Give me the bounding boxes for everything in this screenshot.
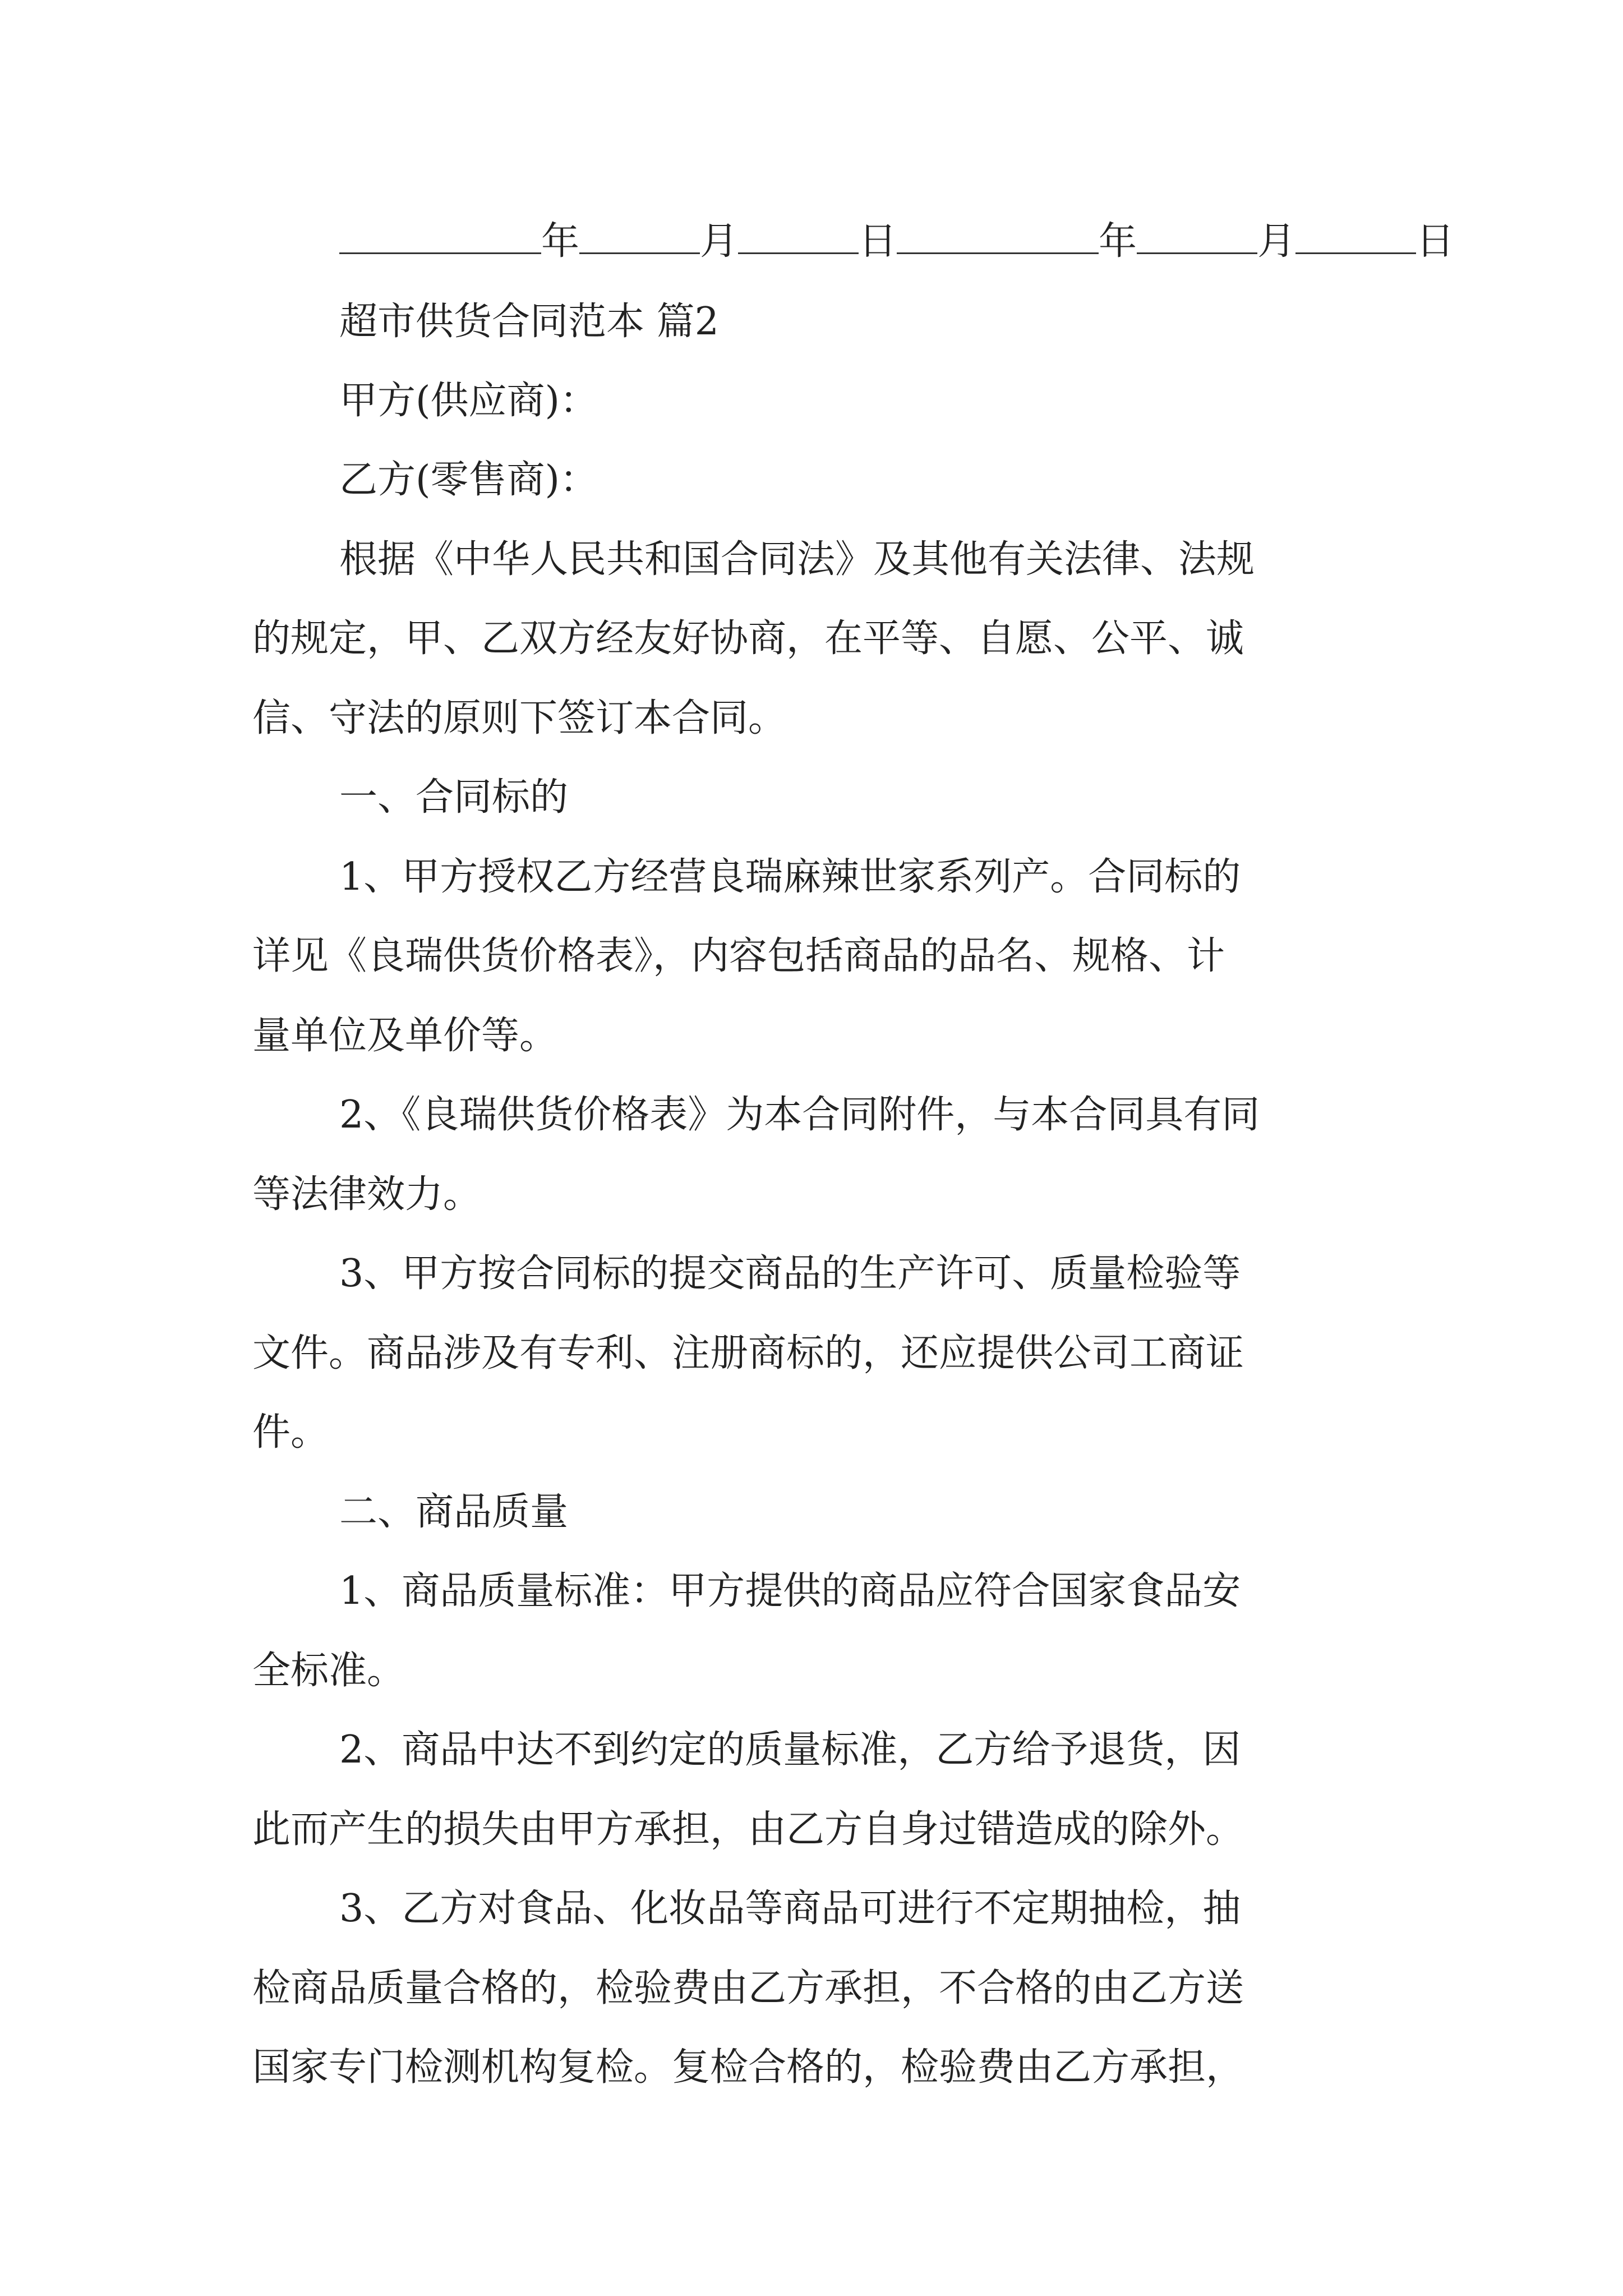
- paragraph-line: 详见《良瑞供货价格表》，内容包括商品的品名、规格、计: [252, 934, 1225, 978]
- paragraph-line: 根据《中华人民共和国合同法》及其他有关法律、法规: [339, 537, 1255, 582]
- paragraph-line: 3、甲方按合同标的提交商品的生产许可、质量检验等: [339, 1251, 1241, 1296]
- paragraph-line: 等法律效力。: [252, 1172, 482, 1217]
- day-blank[interactable]: [1295, 218, 1416, 254]
- month-label: 月: [700, 219, 739, 264]
- year-label: 年: [541, 219, 580, 264]
- paragraph-line: 国家专门检测机构复检。复检合格的，检验费由乙方承担，: [252, 2045, 1244, 2090]
- paragraph-line: 3、乙方对食品、化妆品等商品可进行不定期抽检，抽: [339, 1887, 1241, 1931]
- month-label: 月: [1257, 219, 1296, 264]
- party-a-label: 甲方(供应商)：: [339, 379, 598, 423]
- year-blank[interactable]: [897, 218, 1099, 254]
- clause-heading: 二、商品质量: [339, 1490, 569, 1534]
- paragraph-line: 此而产生的损失由甲方承担，由乙方自身过错造成的除外。: [252, 1807, 1244, 1852]
- month-blank[interactable]: [1137, 218, 1257, 254]
- month-blank[interactable]: [579, 218, 700, 254]
- day-blank[interactable]: [738, 218, 859, 254]
- paragraph-line: 2、商品中达不到约定的质量标准，乙方给予退货，因: [339, 1728, 1241, 1772]
- paragraph-line: 全标准。: [252, 1649, 405, 1693]
- year-label: 年: [1099, 219, 1137, 264]
- party-b-label: 乙方(零售商)：: [339, 458, 598, 502]
- paragraph-line: 的规定，甲、乙双方经友好协商，在平等、自愿、公平、诚: [252, 616, 1244, 661]
- paragraph-line: 件。: [252, 1410, 329, 1455]
- day-label: 日: [859, 219, 897, 264]
- year-blank[interactable]: [339, 218, 541, 254]
- paragraph-line: 1、甲方授权乙方经营良瑞麻辣世家系列产。合同标的: [339, 855, 1241, 899]
- paragraph-line: 2、《良瑞供货价格表》为本合同附件，与本合同具有同: [339, 1093, 1260, 1137]
- signature-date-line: [339, 215, 1454, 269]
- section-heading: 超市供货合同范本 篇2: [339, 300, 719, 344]
- paragraph-line: 1、商品质量标准：甲方提供的商品应符合国家食品安: [339, 1569, 1241, 1613]
- paragraph-line: 检商品质量合格的，检验费由乙方承担，不合格的由乙方送: [252, 1966, 1244, 2010]
- paragraph-line: 信、守法的原则下签订本合同。: [252, 696, 787, 740]
- day-label: 日: [1416, 219, 1455, 264]
- clause-heading: 一、合同标的: [339, 775, 569, 820]
- paragraph-line: 文件。商品涉及有专利、注册商标的，还应提供公司工商证: [252, 1331, 1244, 1375]
- paragraph-line: 量单位及单价等。: [252, 1014, 558, 1058]
